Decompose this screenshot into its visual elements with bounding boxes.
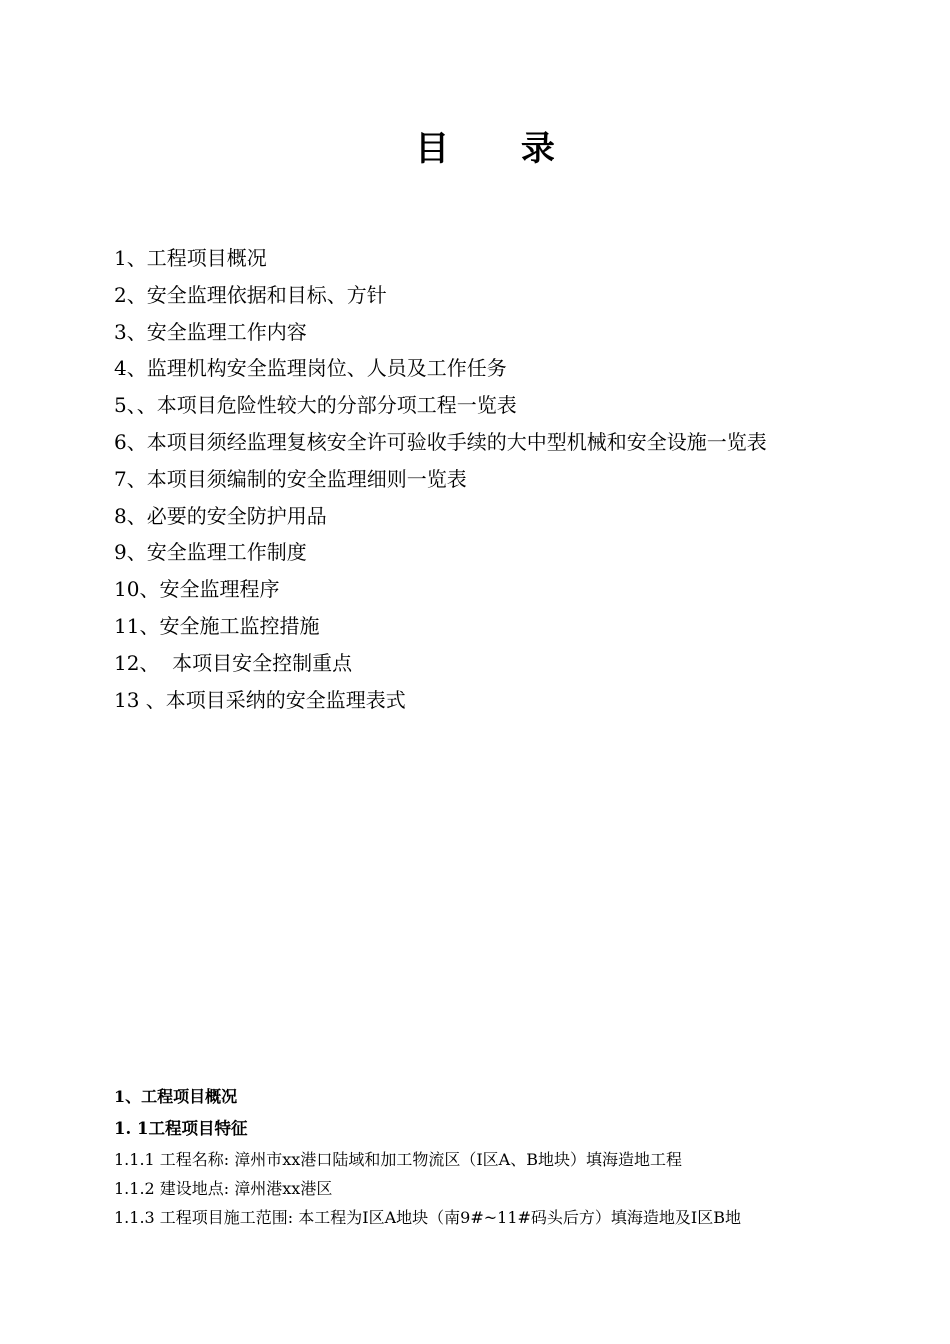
- toc-item: 2、安全监理依据和目标、方针: [114, 282, 387, 307]
- toc-item: 10、安全监理程序: [114, 577, 280, 602]
- section-paragraph-line: 1.1.1 工程名称: 漳州市xx港口陆域和加工物流区（Ⅰ区A、B地块）填海造地工程: [114, 1150, 682, 1169]
- section-paragraph-line: 1.1.3 工程项目施工范围: 本工程为Ⅰ区A地块（南9#~11#码头后方）填海造地及Ⅰ区B地: [114, 1208, 741, 1227]
- toc-title: 目 录: [415, 129, 585, 169]
- toc-item: 9、安全监理工作制度: [114, 540, 307, 565]
- toc-item: 3、安全监理工作内容: [114, 319, 307, 344]
- toc-item: 8、必要的安全防护用品: [114, 503, 327, 528]
- toc-item: 13 、本项目采纳的安全监理表式: [114, 687, 406, 712]
- toc-item: 11、安全施工监控措施: [114, 613, 320, 638]
- toc-item: 6、本项目须经监理复核安全许可验收手续的大中型机械和安全设施一览表: [114, 429, 767, 454]
- section-paragraph-line: 1.1.2 建设地点: 漳州港xx港区: [114, 1179, 333, 1198]
- section-subheading: 1. 1工程项目特征: [114, 1119, 248, 1138]
- section-project-overview: [114, 1082, 914, 1233]
- toc-item: 4、监理机构安全监理岗位、人员及工作任务: [114, 356, 507, 381]
- toc-item: 5、、本项目危险性较大的分部分项工程一览表: [114, 393, 517, 418]
- toc-item: 7、本项目须编制的安全监理细则一览表: [114, 466, 467, 491]
- toc-item: 1、工程项目概况: [114, 246, 267, 270]
- section-heading: 1、工程项目概况: [114, 1087, 238, 1106]
- toc-list: [114, 240, 767, 718]
- toc-item: 12、 本项目安全控制重点: [114, 650, 353, 675]
